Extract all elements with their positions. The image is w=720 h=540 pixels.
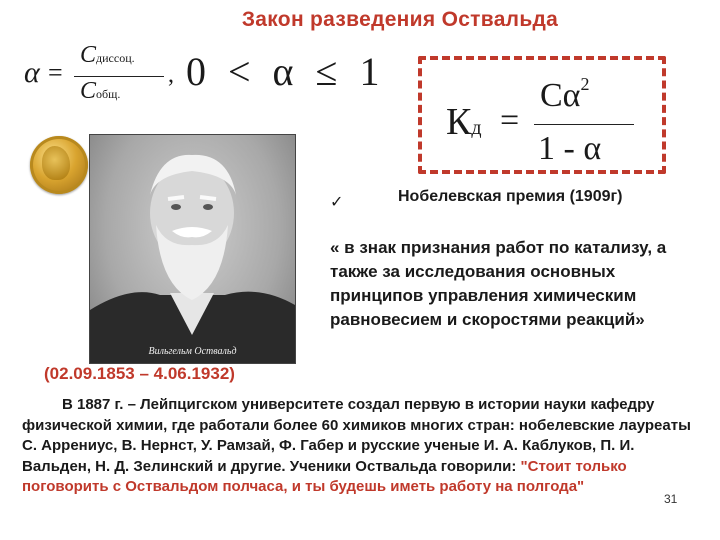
student-quote: "Стоит только поговорить с Оствальдом полчаса, и ты будешь иметь работу на полгода" bbox=[22, 457, 627, 496]
nobel-prize-line: Нобелевская премия (1909г) bbox=[398, 188, 623, 205]
fraction-bar bbox=[534, 124, 634, 125]
formula-comma: , bbox=[168, 62, 174, 88]
formula-numerator: Cдиссоц. bbox=[80, 42, 135, 68]
nobel-medal-icon bbox=[30, 136, 88, 194]
page-number: 31 bbox=[664, 492, 678, 506]
dissociation-constant-formula bbox=[418, 56, 666, 174]
formula-denominator: 1 - α bbox=[538, 130, 602, 167]
formula-equals: = bbox=[500, 102, 520, 139]
portrait-caption: Вильгельм Оствальд bbox=[148, 346, 237, 357]
ostwald-portrait bbox=[89, 134, 296, 364]
formula-alpha: α bbox=[24, 56, 40, 89]
checkmark-icon: ✓ bbox=[330, 194, 344, 211]
formula-equals: = bbox=[48, 58, 63, 87]
slide-title: Закон разведения Оствальда bbox=[241, 8, 559, 31]
formula-denominator: Cобщ. bbox=[80, 78, 121, 104]
biography-text: В 1887 г. – Лейпцигском университете создал первую в истории науки кафедру физической химии, где работали более 60 химиков многих стран: нобелевские лауреаты С. Аррениус, В. Нернст, У. Рамзай, Ф. Габер и русские ученые И. А. Каблуков, П. И. Вальден, Н. Д. Зелинский и другие. Ученики Оствальда говорили: bbox=[22, 396, 691, 475]
biography-paragraph bbox=[22, 395, 702, 498]
alpha-range-inequality: 0 < α ≤ 1 bbox=[186, 49, 386, 94]
formula-numerator: $С\alpha^2$ bbox=[540, 74, 590, 114]
constant-symbol: Кд bbox=[446, 101, 482, 143]
dissociation-degree-formula bbox=[18, 38, 386, 108]
nobel-citation: « в знак признания работ по катализу, а также за исследования основных принципов управления химическим равновесием и скоростями реакций» bbox=[330, 238, 667, 329]
life-dates: (02.09.1853 – 4.06.1932) bbox=[44, 364, 235, 383]
fraction-bar bbox=[74, 76, 164, 77]
